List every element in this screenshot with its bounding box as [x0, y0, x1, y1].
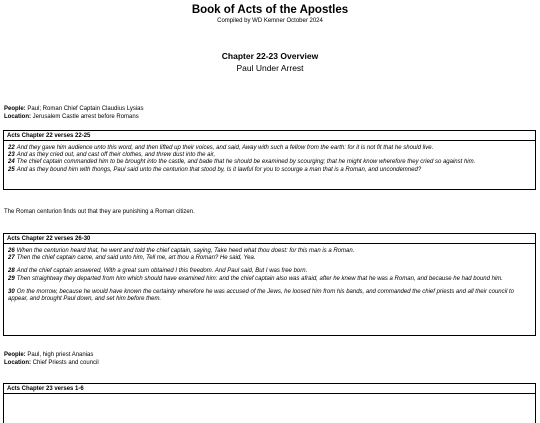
scripture-box-22-22-25	[3, 130, 536, 190]
location-label: Location:	[4, 359, 31, 366]
scripture-box-22-26-30	[3, 233, 536, 336]
scripture-box-heading: Acts Chapter 22 verses 22-25	[4, 131, 535, 141]
scripture-box-heading: Acts Chapter 23 verses 1-6	[4, 384, 535, 394]
verse-22: 22 And they gave him audience unto this word, and then lifted up their voices, and said, Away with such a fellow from the earth: for it is not fit that he should live.	[8, 145, 434, 151]
people-value: Paul; Roman Chief Captain Claudius Lysias	[27, 106, 144, 112]
location-value: Jerusalem Castle arrest before Romans	[32, 113, 139, 120]
scripture-box-body	[4, 141, 535, 177]
scripture-box-heading: Acts Chapter 22 verses 26-30	[4, 234, 535, 244]
verse-30: 30 On the morrow, because he would have known the certainty wherefore he was accused of the Jews, he loosed him from his bands, and commanded the chief priests and all their council to appear, and brought Paul down, and set him before them.	[8, 288, 514, 303]
scripture-box-body	[4, 244, 535, 306]
chapter-title: Chapter 22-23 Overview	[221, 51, 319, 61]
people-location-block-2	[4, 352, 534, 367]
people-location-block-1	[4, 106, 534, 121]
document-title: Book of Acts of the Apostles	[191, 4, 349, 16]
people-label: People:	[4, 352, 26, 358]
verse-25: 25 And as they bound him with thongs, Paul said unto the centurion that stood by, Is it lawful for you to scourge a man that is a Roman, and uncondemned?	[8, 166, 422, 173]
location-value: Chief Priests and council	[32, 359, 99, 366]
verse-28: 28 And the chief captain answered, With a great sum obtained I this freedom. And Paul said, But I was free born.	[8, 268, 308, 275]
location-label: Location:	[4, 113, 31, 120]
verse-24: 24 The chief captain commanded him to be brought into the castle, and bade that he should be examined by scourging; that he might know wherefore they cried so against him.	[8, 159, 476, 166]
people-label: People:	[4, 106, 26, 112]
verse-29: 29 Then straightway they departed from him which should have examined him: and the chief captain also was afraid, after he knew that he was a Roman, and because he had bound him.	[8, 275, 503, 282]
document-subtitle: Compiled by WD Kemner October 2024	[217, 18, 323, 24]
verse-23: 23 And as they cried out, and cast off their clothes, and threw dust into the air,	[8, 152, 216, 159]
scripture-box-23-1-6	[3, 383, 536, 423]
commentary-note: The Roman centurion finds out that they are punishing a Roman citizen.	[4, 209, 195, 215]
verse-26: 26 When the centurion heard that, he went and told the chief captain, saying, Take heed what thou doest: for this man is a Roman.	[8, 248, 355, 254]
verse-27: 27 Then the chief captain came, and said unto him, Tell me, art thou a Roman? He said, Yea.	[8, 255, 256, 262]
people-value: Paul, high priest Ananias	[27, 352, 94, 358]
chapter-subtitle: Paul Under Arrest	[236, 63, 304, 73]
